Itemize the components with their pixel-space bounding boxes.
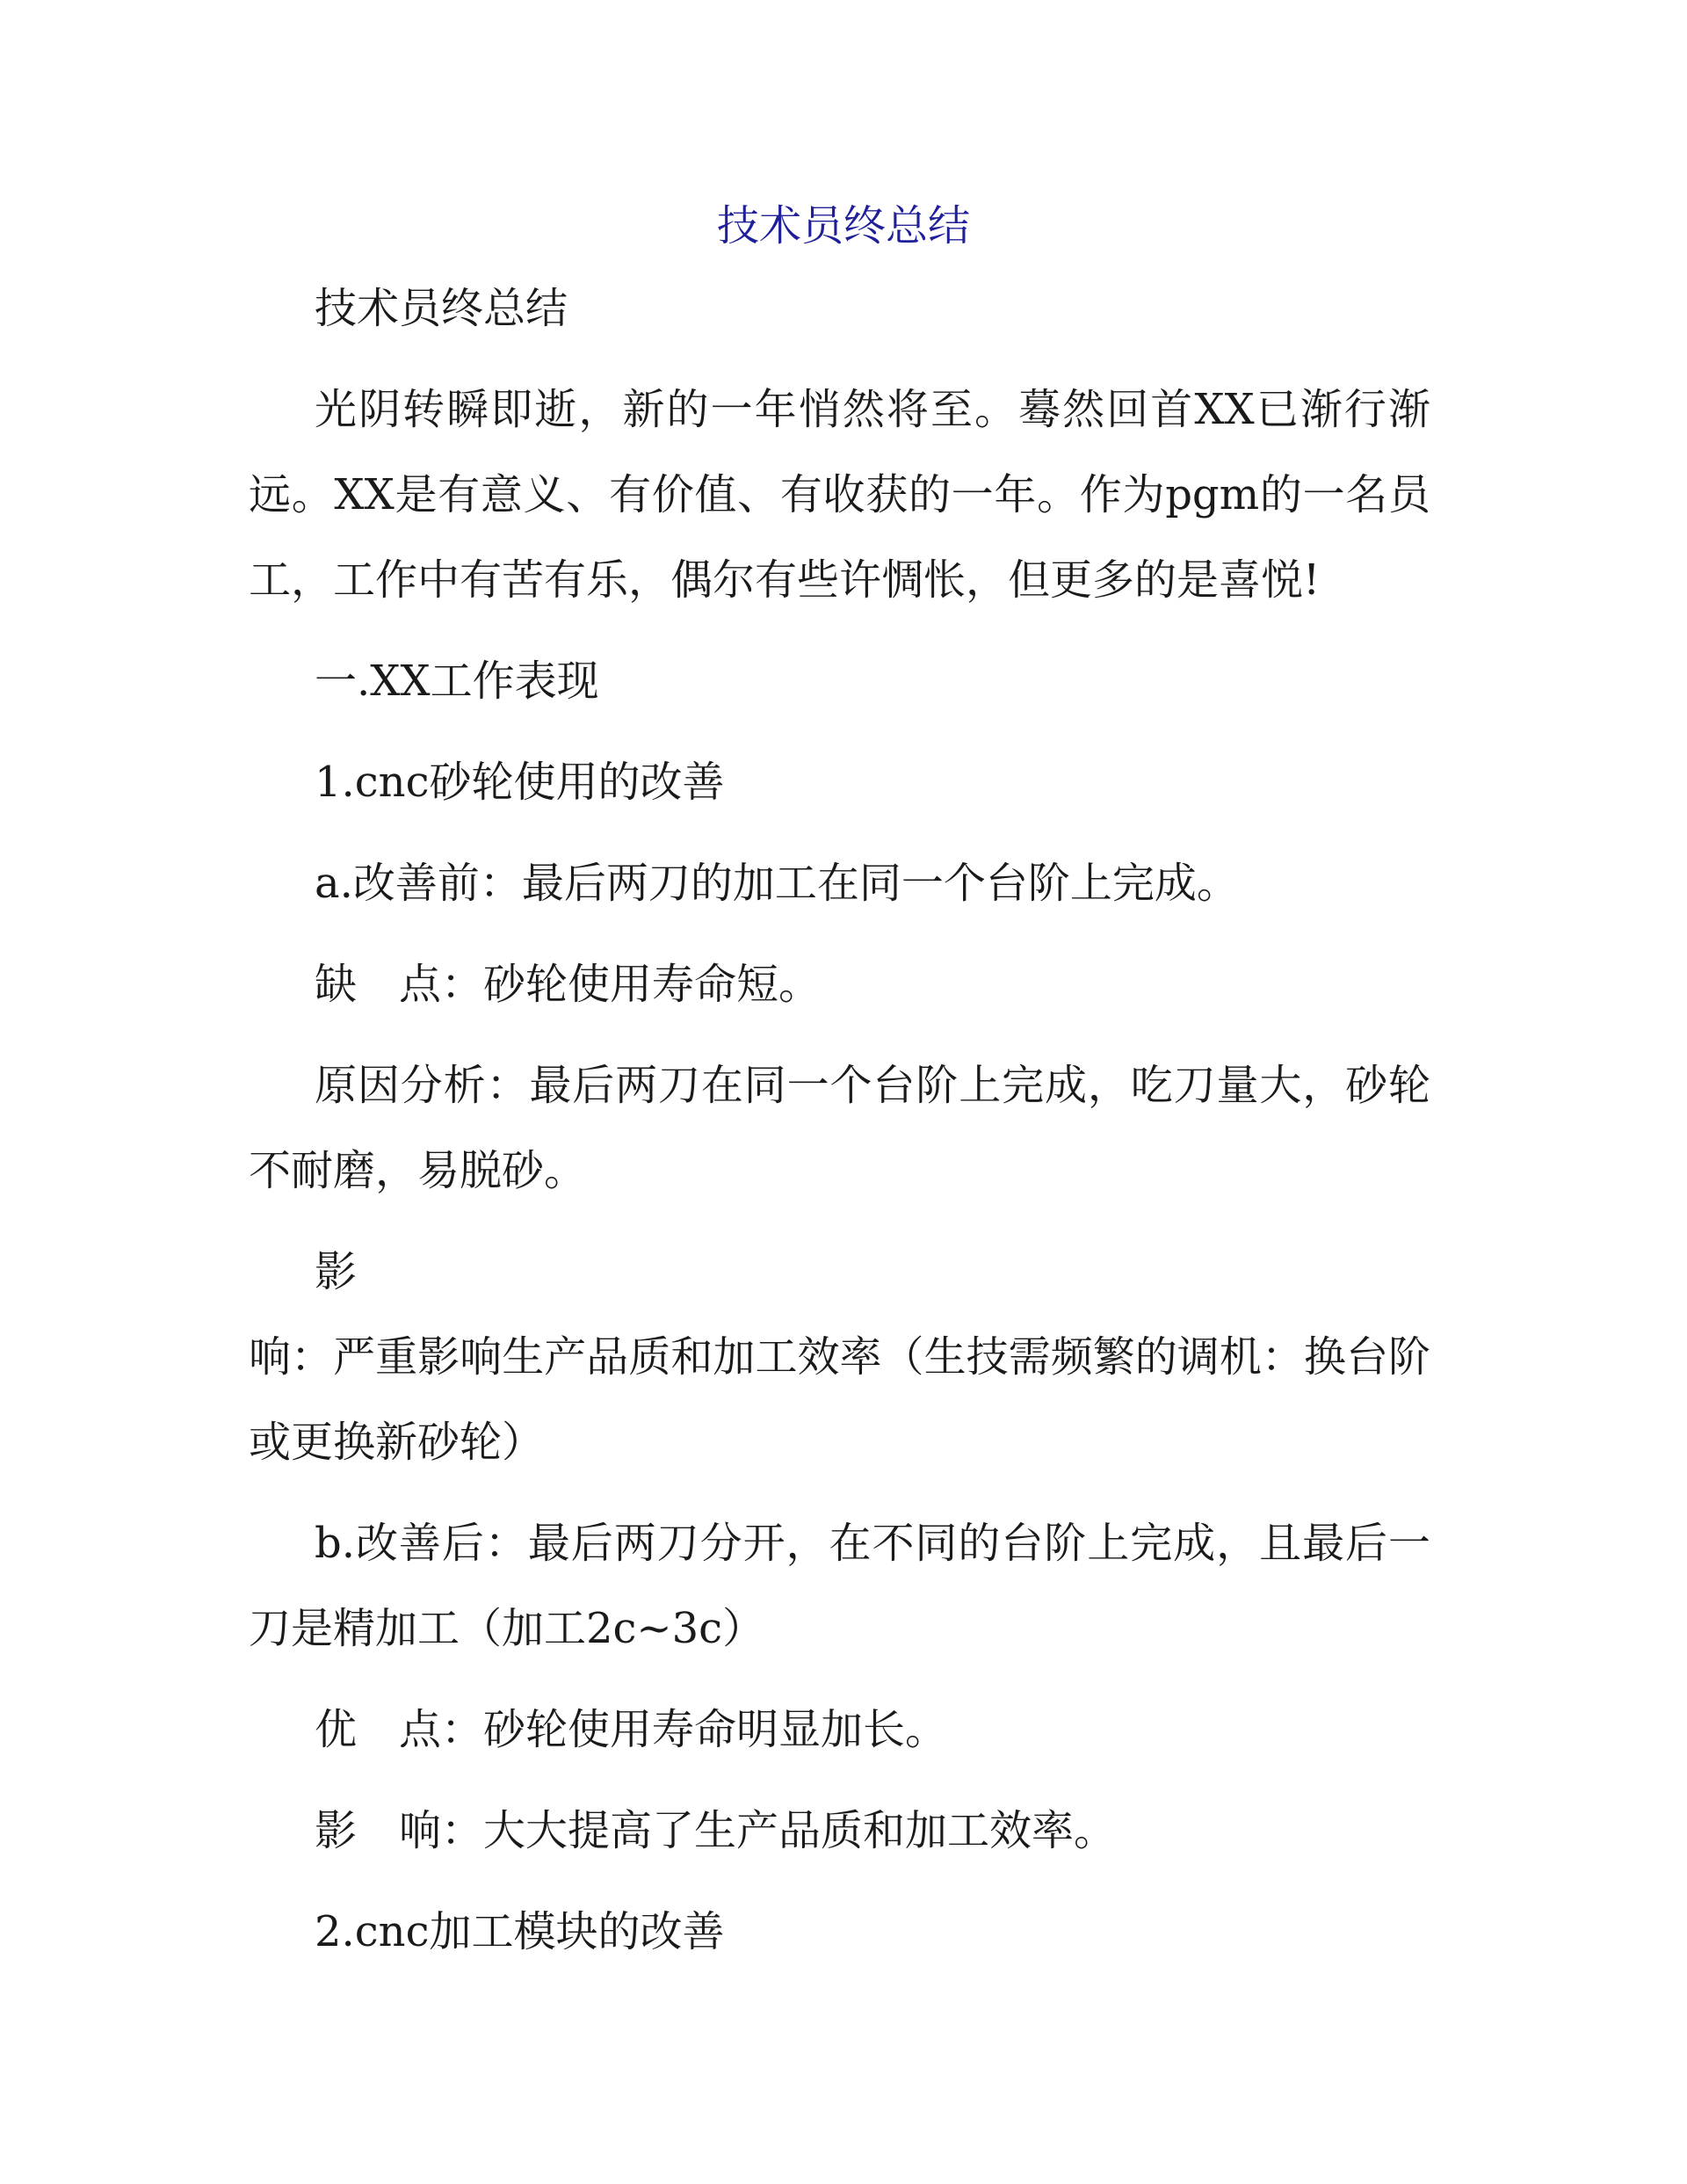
- paragraph-before-improvement: a.改善前：最后两刀的加工在同一个台阶上完成。: [315, 859, 1239, 908]
- item-heading-grinding-wheel: 1.cnc砂轮使用的改善: [315, 758, 725, 807]
- paragraph-impact-after: 影 响：大大提高了生产品质和加工效率。: [315, 1806, 1117, 1855]
- section-heading-work-performance: 一.XX工作表现: [315, 657, 599, 706]
- paragraph-drawback: 缺 点：砂轮使用寿命短。: [315, 960, 822, 1009]
- paragraph-after-improvement: b.改善后：最后两刀分开，在不同的台阶上完成，且最后一刀是精加工（加工2c~3c）: [249, 1519, 1430, 1653]
- document-title: 技术员终总结: [716, 201, 970, 250]
- paragraph-impact-label: 影: [315, 1247, 358, 1296]
- paragraph-cause-analysis: 原因分析：最后两刀在同一个台阶上完成，吃刀量大，砂轮不耐磨，易脱砂。: [249, 1061, 1430, 1195]
- paragraph-intro: 光阴转瞬即逝，新的一年悄然将至。蓦然回首XX已渐行渐远。XX是有意义、有价值、有收获的一年。作为pgm的一名员工，工作中有苦有乐，偶尔有些许惆怅，但更多的是喜悦!: [249, 385, 1430, 605]
- item-heading-machining-module: 2.cnc加工模块的改善: [315, 1907, 725, 1956]
- document-body: [249, 266, 1430, 1991]
- paragraph-subtitle: 技术员终总结: [315, 284, 568, 333]
- paragraph-impact: 响：严重影响生产品质和加工效率（生技需频繁的调机：换台阶或更换新砂轮）: [249, 1332, 1430, 1467]
- paragraph-advantage: 优 点：砂轮使用寿命明显加长。: [315, 1705, 948, 1754]
